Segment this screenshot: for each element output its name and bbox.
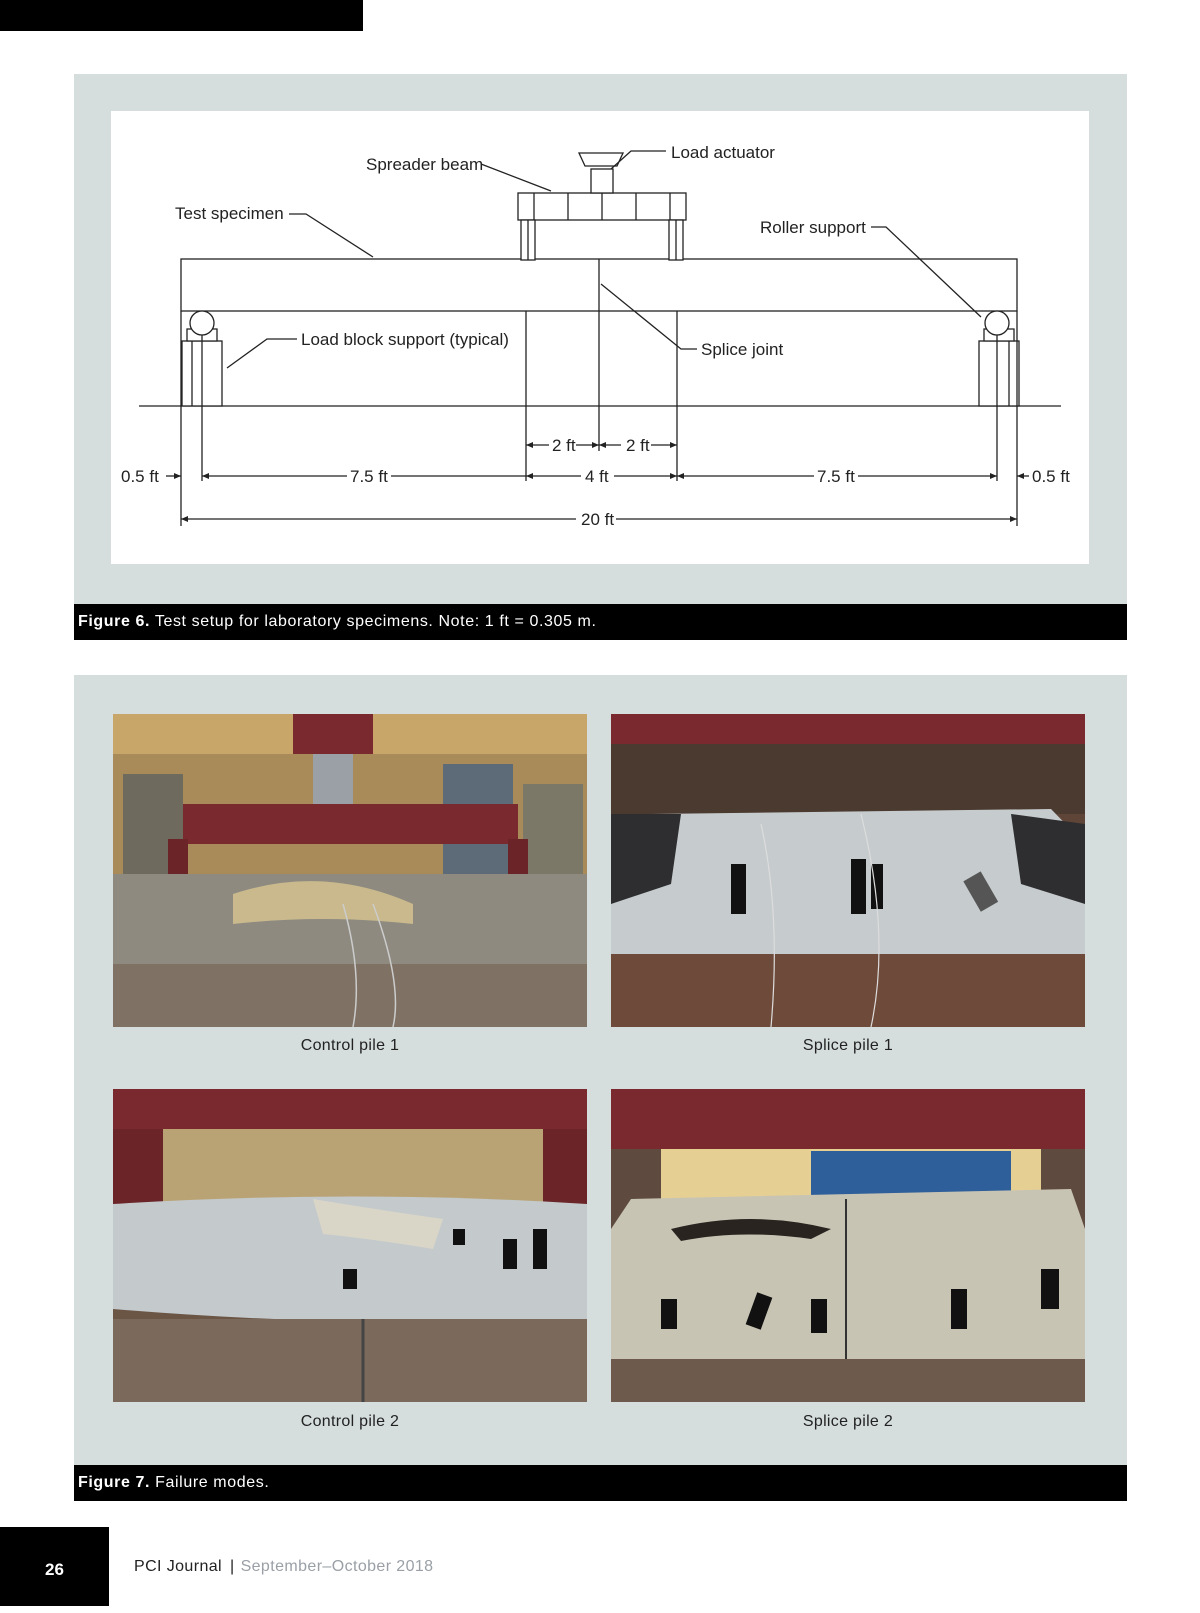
footer-journal: PCI Journal: [134, 1558, 222, 1575]
dim-0.5ft-left: 0.5 ft: [121, 467, 159, 486]
dim-7.5ft-right: 7.5 ft: [817, 467, 855, 486]
splice-joint-label: Splice joint: [701, 340, 784, 359]
dim-2ft-right: 2 ft: [626, 436, 650, 455]
actuator-rod: [591, 169, 613, 193]
load-actuator-label: Load actuator: [671, 143, 775, 162]
photo-control-pile-2: [113, 1089, 587, 1402]
footer-separator: |: [230, 1558, 235, 1575]
test-specimen-label: Test specimen: [175, 204, 284, 223]
roller-right: [985, 311, 1009, 335]
load-block-support-label: Load block support (typical): [301, 330, 509, 349]
figure-6-caption: [74, 604, 1127, 640]
top-bar: [0, 0, 363, 31]
photo-label-control-pile-1: Control pile 1: [300, 1037, 400, 1054]
figure-7-caption-text: Failure modes.: [155, 1474, 270, 1491]
test-setup-drawing: [111, 111, 1089, 564]
footer-issue: September–October 2018: [240, 1558, 434, 1575]
spreader-beam-label: Spreader beam: [366, 155, 484, 174]
photo-label-control-pile-2: Control pile 2: [300, 1413, 400, 1430]
footer-running-title: [134, 1558, 433, 1576]
roller-support-label: Roller support: [760, 218, 866, 237]
photo-label-splice-pile-2: Splice pile 2: [802, 1413, 894, 1430]
photo-splice-pile-2: [611, 1089, 1085, 1402]
dim-0.5ft-right: 0.5 ft: [1032, 467, 1070, 486]
page-number: 26: [45, 1560, 64, 1579]
dim-20ft: 20 ft: [581, 510, 615, 529]
dim-7.5ft-left: 7.5 ft: [350, 467, 388, 486]
roller-left: [190, 311, 214, 335]
figure-6-caption-text: Test setup for laboratory specimens. Note: 1 ft = 0.305 m.: [154, 613, 597, 630]
photo-control-pile-1: [113, 714, 587, 1027]
figure-7-caption: [74, 1465, 1127, 1501]
photo-splice-pile-1: [611, 714, 1085, 1027]
dim-2ft-left: 2 ft: [552, 436, 576, 455]
load-block-right: [979, 341, 1019, 406]
figure-6-panel: [74, 74, 1127, 604]
test-setup-diagram: [111, 111, 1089, 564]
figure-7-caption-label: Figure 7.: [78, 1474, 151, 1491]
figure-6-caption-label: Figure 6.: [78, 613, 151, 630]
dim-4ft: 4 ft: [585, 467, 609, 486]
photo-label-splice-pile-1: Splice pile 1: [802, 1037, 894, 1054]
